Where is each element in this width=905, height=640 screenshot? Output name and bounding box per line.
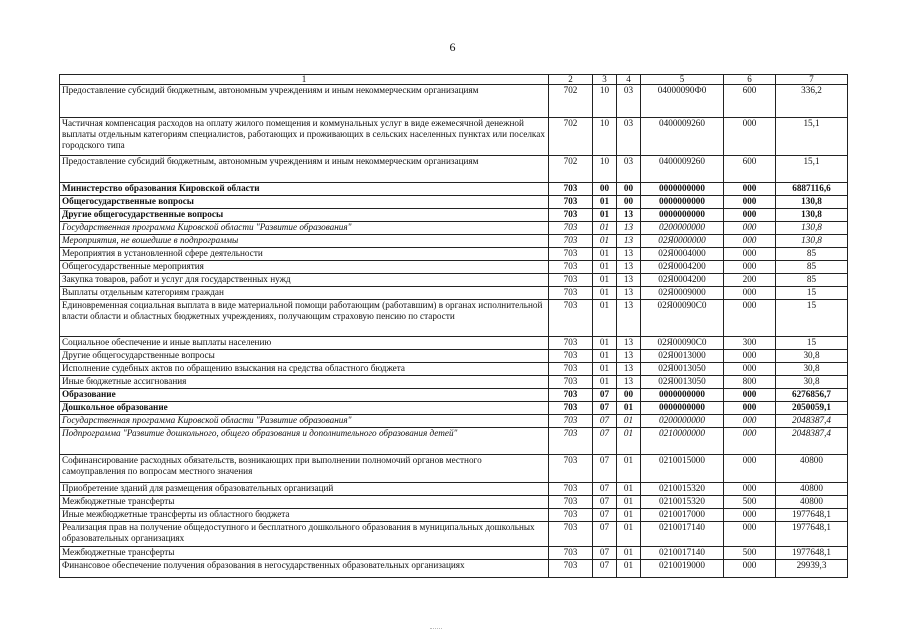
row-amount-cell: 2048387,4 [776, 415, 848, 428]
row-name-cell: Социальное обеспечение и иные выплаты населению [60, 337, 549, 350]
row-target-code-cell: 0210017140 [641, 547, 724, 560]
row-expense-type-cell: 300 [724, 337, 776, 350]
row-amount-cell: 30,8 [776, 350, 848, 363]
row-gr-cell: 703 [549, 337, 593, 350]
row-section-cell: 07 [593, 547, 617, 560]
row-name-cell: Иные бюджетные ассигнования [60, 376, 549, 389]
table-row [60, 402, 848, 415]
table-row [60, 196, 848, 209]
row-target-code-cell: 0000000000 [641, 209, 724, 222]
row-name-cell: Другие общегосударственные вопросы [60, 350, 549, 363]
row-expense-type-cell: 000 [724, 455, 776, 483]
row-subsection-cell: 01 [617, 402, 641, 415]
row-target-code-cell: 02Я00090С0 [641, 337, 724, 350]
row-target-code-cell: 04000090Ф0 [641, 85, 724, 118]
row-amount-cell: 15 [776, 337, 848, 350]
row-gr-cell: 703 [549, 248, 593, 261]
row-expense-type-cell: 000 [724, 209, 776, 222]
row-section-cell: 07 [593, 415, 617, 428]
row-section-cell: 10 [593, 156, 617, 183]
row-amount-cell: 336,2 [776, 85, 848, 118]
row-name-cell: Предоставление субсидий бюджетным, автономным учреждениям и иным некоммерческим организациям [60, 85, 549, 118]
row-expense-type-cell: 000 [724, 261, 776, 274]
row-expense-type-cell: 000 [724, 483, 776, 496]
row-section-cell: 07 [593, 402, 617, 415]
row-amount-cell: 40800 [776, 496, 848, 509]
table-row [60, 156, 848, 183]
row-section-cell: 01 [593, 222, 617, 235]
row-target-code-cell: 0210017140 [641, 522, 724, 547]
row-expense-type-cell: 000 [724, 287, 776, 300]
header-cell: 7 [776, 75, 848, 85]
row-name-cell: Частичная компенсация расходов на оплату жилого помещения и коммунальных услуг в виде ежемесячной денежной выплаты отдельным категориям специалистов, работающих и проживающих в сельских населенных пунктах или поселках городского типа [60, 118, 549, 156]
table-row [60, 483, 848, 496]
row-subsection-cell: 13 [617, 287, 641, 300]
table-row [60, 248, 848, 261]
row-subsection-cell: 00 [617, 389, 641, 402]
row-gr-cell: 703 [549, 402, 593, 415]
row-expense-type-cell: 000 [724, 350, 776, 363]
row-gr-cell: 703 [549, 483, 593, 496]
row-section-cell: 07 [593, 509, 617, 522]
row-subsection-cell: 13 [617, 261, 641, 274]
row-name-cell: Иные межбюджетные трансферты из областного бюджета [60, 509, 549, 522]
row-subsection-cell: 13 [617, 209, 641, 222]
table-row [60, 261, 848, 274]
row-name-cell: Подпрограмма "Развитие дошкольного, общего образования и дополнительного образования детей" [60, 428, 549, 455]
row-name-cell: Дошкольное образование [60, 402, 549, 415]
row-subsection-cell: 13 [617, 363, 641, 376]
row-section-cell: 07 [593, 560, 617, 578]
row-gr-cell: 702 [549, 156, 593, 183]
row-gr-cell: 703 [549, 428, 593, 455]
row-name-cell: Общегосударственные мероприятия [60, 261, 549, 274]
row-section-cell: 01 [593, 350, 617, 363]
row-name-cell: Мероприятия, не вошедшие в подпрограммы [60, 235, 549, 248]
row-subsection-cell: 13 [617, 274, 641, 287]
row-name-cell: Образование [60, 389, 549, 402]
row-amount-cell: 1977648,1 [776, 547, 848, 560]
row-expense-type-cell: 000 [724, 560, 776, 578]
table-row [60, 547, 848, 560]
row-name-cell: Другие общегосударственные вопросы [60, 209, 549, 222]
row-section-cell: 07 [593, 428, 617, 455]
table-row [60, 274, 848, 287]
row-expense-type-cell: 000 [724, 509, 776, 522]
row-amount-cell: 1977648,1 [776, 522, 848, 547]
row-target-code-cell: 02Я0004000 [641, 248, 724, 261]
row-name-cell: Выплаты отдельным категориям граждан [60, 287, 549, 300]
row-gr-cell: 702 [549, 85, 593, 118]
row-name-cell: Финансовое обеспечение получения образования в негосударственных образовательных организациях [60, 560, 549, 578]
row-section-cell: 01 [593, 248, 617, 261]
row-amount-cell: 1977648,1 [776, 509, 848, 522]
row-target-code-cell: 02Я0009000 [641, 287, 724, 300]
row-target-code-cell: 02Я0004200 [641, 261, 724, 274]
row-gr-cell: 703 [549, 496, 593, 509]
row-amount-cell: 40800 [776, 483, 848, 496]
row-gr-cell: 703 [549, 300, 593, 337]
row-target-code-cell: 0210017000 [641, 509, 724, 522]
row-expense-type-cell: 500 [724, 547, 776, 560]
row-gr-cell: 703 [549, 509, 593, 522]
table-row [60, 337, 848, 350]
budget-table [59, 74, 848, 578]
row-subsection-cell: 01 [617, 483, 641, 496]
table-row [60, 300, 848, 337]
row-gr-cell: 703 [549, 363, 593, 376]
row-target-code-cell: 02Я00090С0 [641, 300, 724, 337]
row-name-cell: Исполнение судебных актов по обращению взыскания на средства областного бюджета [60, 363, 549, 376]
row-amount-cell: 15 [776, 300, 848, 337]
row-name-cell: Приобретение зданий для размещения образовательных организаций [60, 483, 549, 496]
row-gr-cell: 703 [549, 196, 593, 209]
row-amount-cell: 85 [776, 261, 848, 274]
row-expense-type-cell: 800 [724, 376, 776, 389]
row-gr-cell: 703 [549, 287, 593, 300]
row-target-code-cell: 02Я0013050 [641, 363, 724, 376]
row-expense-type-cell: 000 [724, 235, 776, 248]
page-number: 6 [449, 40, 456, 54]
header-cell: 4 [617, 75, 641, 85]
row-target-code-cell: 0000000000 [641, 402, 724, 415]
row-expense-type-cell: 500 [724, 496, 776, 509]
row-section-cell: 01 [593, 235, 617, 248]
row-target-code-cell: 0400009260 [641, 118, 724, 156]
table-row [60, 560, 848, 578]
row-subsection-cell: 13 [617, 248, 641, 261]
table-row [60, 209, 848, 222]
row-subsection-cell: 01 [617, 522, 641, 547]
row-target-code-cell: 0200000000 [641, 415, 724, 428]
row-gr-cell: 703 [549, 350, 593, 363]
row-gr-cell: 703 [549, 274, 593, 287]
row-amount-cell: 40800 [776, 455, 848, 483]
header-cell: 1 [60, 75, 549, 85]
budget-table-body [60, 75, 848, 578]
row-gr-cell: 703 [549, 261, 593, 274]
table-row [60, 222, 848, 235]
row-target-code-cell: 0000000000 [641, 196, 724, 209]
row-name-cell: Софинансирование расходных обязательств, возникающих при выполнении полномочий органов местного самоуправления по вопросам местного значения [60, 455, 549, 483]
row-name-cell: Межбюджетные трансферты [60, 547, 549, 560]
row-amount-cell: 2048387,4 [776, 428, 848, 455]
row-subsection-cell: 13 [617, 350, 641, 363]
row-section-cell: 07 [593, 483, 617, 496]
row-target-code-cell: 0200000000 [641, 222, 724, 235]
row-section-cell: 01 [593, 209, 617, 222]
row-amount-cell: 30,8 [776, 376, 848, 389]
row-target-code-cell: 0000000000 [641, 389, 724, 402]
row-expense-type-cell: 000 [724, 222, 776, 235]
row-expense-type-cell: 000 [724, 363, 776, 376]
row-name-cell: Межбюджетные трансферты [60, 496, 549, 509]
row-subsection-cell: 03 [617, 118, 641, 156]
row-expense-type-cell: 000 [724, 183, 776, 196]
header-cell: 3 [593, 75, 617, 85]
row-subsection-cell: 13 [617, 222, 641, 235]
row-name-cell: Реализация прав на получение общедоступного и бесплатного дошкольного образования в муниципальных дошкольных образовательных организациях [60, 522, 549, 547]
row-name-cell: Мероприятия в установленной сфере деятельности [60, 248, 549, 261]
row-section-cell: 10 [593, 85, 617, 118]
table-row [60, 496, 848, 509]
table-row [60, 455, 848, 483]
row-section-cell: 01 [593, 376, 617, 389]
row-expense-type-cell: 000 [724, 300, 776, 337]
table-row [60, 183, 848, 196]
table-row [60, 428, 848, 455]
table-row [60, 85, 848, 118]
row-amount-cell: 6887116,6 [776, 183, 848, 196]
row-amount-cell: 29939,3 [776, 560, 848, 578]
row-name-cell: Закупка товаров, работ и услуг для государственных нужд [60, 274, 549, 287]
row-amount-cell: 2050059,1 [776, 402, 848, 415]
row-subsection-cell: 01 [617, 547, 641, 560]
row-target-code-cell: 0210015320 [641, 496, 724, 509]
row-amount-cell: 15 [776, 287, 848, 300]
row-gr-cell: 702 [549, 118, 593, 156]
row-section-cell: 01 [593, 337, 617, 350]
row-amount-cell: 130,8 [776, 196, 848, 209]
row-section-cell: 07 [593, 455, 617, 483]
row-target-code-cell: 0210019000 [641, 560, 724, 578]
row-amount-cell: 15,1 [776, 156, 848, 183]
row-target-code-cell: 02Я0013050 [641, 376, 724, 389]
row-expense-type-cell: 000 [724, 522, 776, 547]
row-target-code-cell: 02Я0013000 [641, 350, 724, 363]
row-section-cell: 01 [593, 196, 617, 209]
row-subsection-cell: 01 [617, 428, 641, 455]
row-subsection-cell: 13 [617, 337, 641, 350]
row-gr-cell: 703 [549, 560, 593, 578]
row-gr-cell: 703 [549, 547, 593, 560]
row-section-cell: 01 [593, 300, 617, 337]
table-row [60, 287, 848, 300]
row-expense-type-cell: 000 [724, 118, 776, 156]
row-target-code-cell: 0400009260 [641, 156, 724, 183]
table-header-row [60, 75, 848, 85]
row-target-code-cell: 0210015320 [641, 483, 724, 496]
row-amount-cell: 85 [776, 248, 848, 261]
row-amount-cell: 85 [776, 274, 848, 287]
header-cell: 5 [641, 75, 724, 85]
row-subsection-cell: 13 [617, 235, 641, 248]
table-row [60, 376, 848, 389]
row-section-cell: 07 [593, 389, 617, 402]
row-target-code-cell: 02Я0000000 [641, 235, 724, 248]
row-amount-cell: 130,8 [776, 235, 848, 248]
header-cell: 2 [549, 75, 593, 85]
row-subsection-cell: 01 [617, 415, 641, 428]
row-expense-type-cell: 600 [724, 85, 776, 118]
table-row [60, 363, 848, 376]
row-subsection-cell: 00 [617, 196, 641, 209]
row-expense-type-cell: 600 [724, 156, 776, 183]
row-name-cell: Государственная программа Кировской области "Развитие образования" [60, 415, 549, 428]
row-target-code-cell: 0210015000 [641, 455, 724, 483]
row-section-cell: 01 [593, 274, 617, 287]
row-subsection-cell: 01 [617, 455, 641, 483]
row-name-cell: Предоставление субсидий бюджетным, автономным учреждениям и иным некоммерческим организациям [60, 156, 549, 183]
row-expense-type-cell: 000 [724, 402, 776, 415]
table-row [60, 509, 848, 522]
row-target-code-cell: 0000000000 [641, 183, 724, 196]
table-row [60, 118, 848, 156]
row-amount-cell: 15,1 [776, 118, 848, 156]
row-section-cell: 01 [593, 287, 617, 300]
table-row [60, 415, 848, 428]
row-expense-type-cell: 000 [724, 415, 776, 428]
row-subsection-cell: 03 [617, 156, 641, 183]
scan-mark [430, 628, 442, 629]
header-cell: 6 [724, 75, 776, 85]
row-subsection-cell: 13 [617, 300, 641, 337]
row-gr-cell: 703 [549, 183, 593, 196]
row-expense-type-cell: 000 [724, 389, 776, 402]
row-section-cell: 10 [593, 118, 617, 156]
row-subsection-cell: 13 [617, 376, 641, 389]
row-name-cell: Министерство образования Кировской области [60, 183, 549, 196]
row-section-cell: 01 [593, 363, 617, 376]
row-name-cell: Государственная программа Кировской области "Развитие образования" [60, 222, 549, 235]
table-row [60, 235, 848, 248]
row-section-cell: 00 [593, 183, 617, 196]
row-expense-type-cell: 000 [724, 248, 776, 261]
row-amount-cell: 6276856,7 [776, 389, 848, 402]
table-row [60, 522, 848, 547]
row-gr-cell: 703 [549, 522, 593, 547]
row-gr-cell: 703 [549, 376, 593, 389]
row-name-cell: Единовременная социальная выплата в виде материальной помощи работающим (работавшим) в органах исполнительной власти области и областных бюджетных учреждениях, получающим страховую пенсию по старости [60, 300, 549, 337]
row-subsection-cell: 00 [617, 183, 641, 196]
row-subsection-cell: 03 [617, 85, 641, 118]
row-target-code-cell: 0210000000 [641, 428, 724, 455]
row-subsection-cell: 01 [617, 560, 641, 578]
row-expense-type-cell: 200 [724, 274, 776, 287]
row-expense-type-cell: 000 [724, 428, 776, 455]
table-row [60, 389, 848, 402]
row-subsection-cell: 01 [617, 496, 641, 509]
row-gr-cell: 703 [549, 455, 593, 483]
row-amount-cell: 30,8 [776, 363, 848, 376]
row-section-cell: 07 [593, 496, 617, 509]
row-target-code-cell: 02Я0004200 [641, 274, 724, 287]
row-section-cell: 07 [593, 522, 617, 547]
table-row [60, 350, 848, 363]
row-gr-cell: 703 [549, 415, 593, 428]
row-section-cell: 01 [593, 261, 617, 274]
row-subsection-cell: 01 [617, 509, 641, 522]
row-expense-type-cell: 000 [724, 196, 776, 209]
row-name-cell: Общегосударственные вопросы [60, 196, 549, 209]
row-gr-cell: 703 [549, 389, 593, 402]
row-gr-cell: 703 [549, 235, 593, 248]
row-amount-cell: 130,8 [776, 222, 848, 235]
row-gr-cell: 703 [549, 209, 593, 222]
row-gr-cell: 703 [549, 222, 593, 235]
row-amount-cell: 130,8 [776, 209, 848, 222]
